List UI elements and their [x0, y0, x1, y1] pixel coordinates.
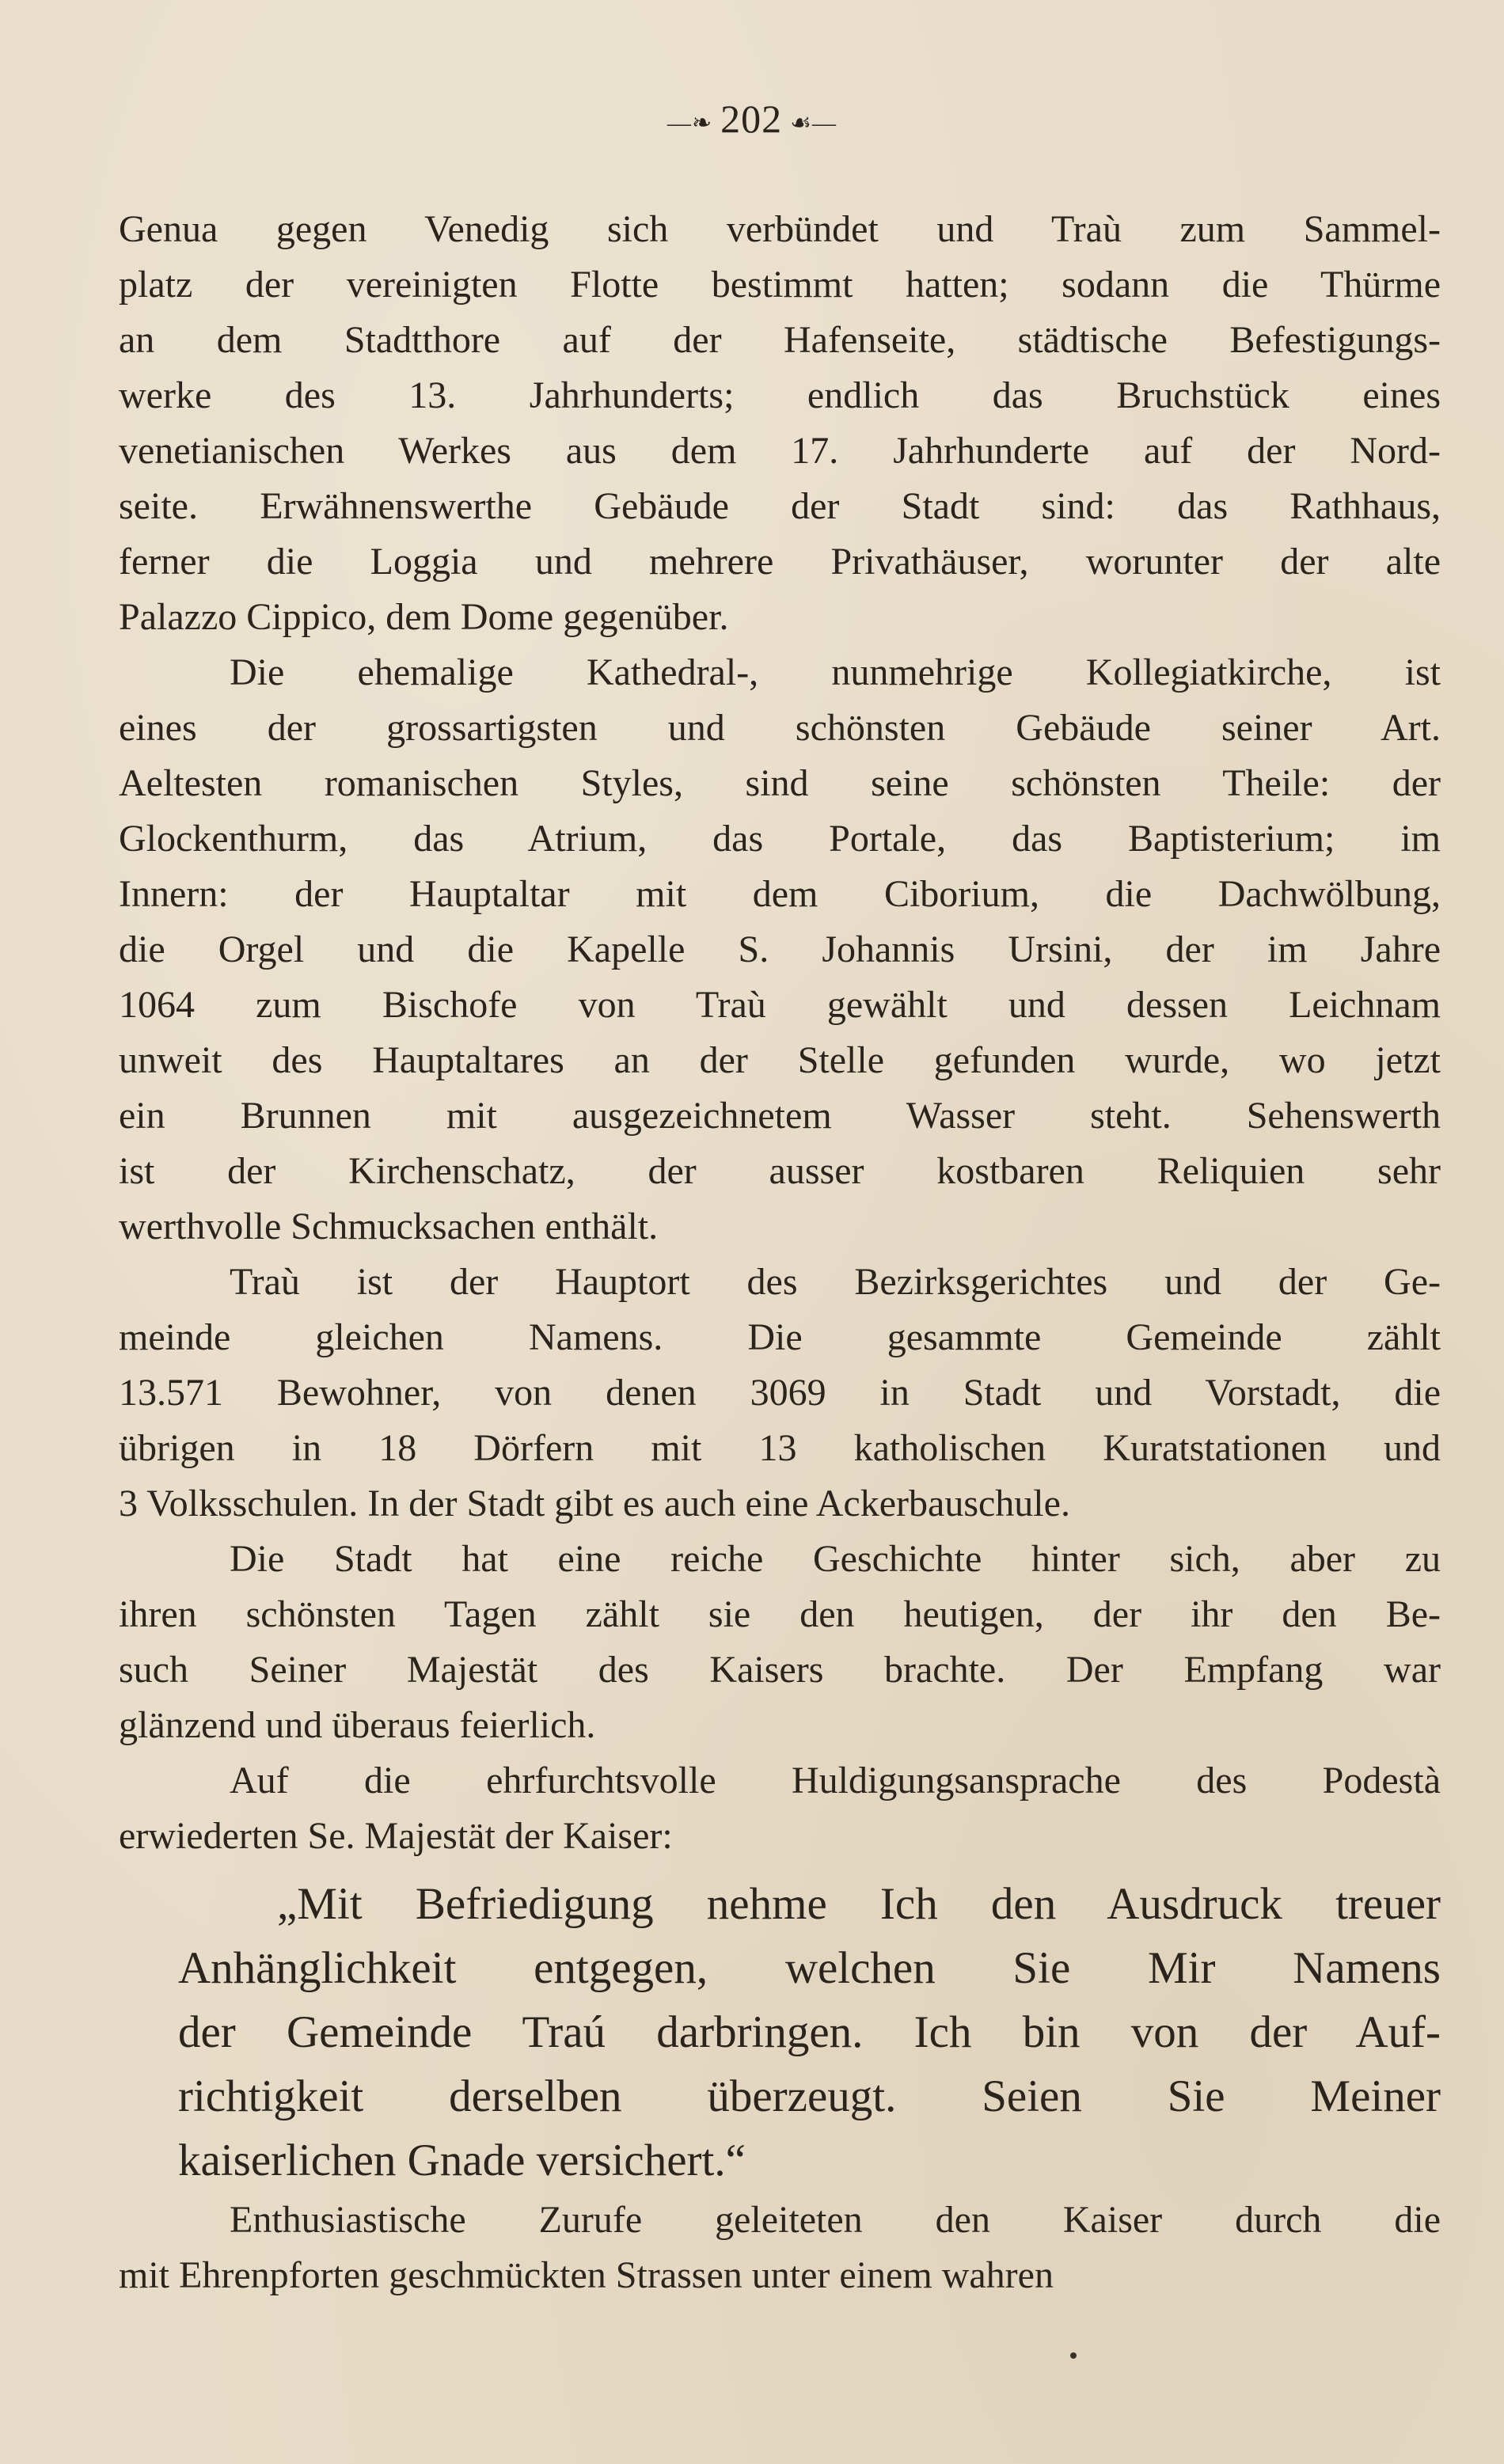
body-text-top: [119, 202, 1441, 1864]
text-line: die Orgel und die Kapelle S. Johannis Ursini, der im Jahre: [119, 928, 1441, 970]
text-line: Enthusiastische Zurufe geleiteten den Kaiser durch die: [230, 2199, 1441, 2241]
quoted-speech: [178, 1872, 1441, 2193]
text-line: Palazzo Cippico, dem Dome gegenüber.: [119, 596, 729, 638]
text-line: Die Stadt hat eine reiche Geschichte hinter sich, aber zu: [230, 1538, 1441, 1580]
text-line: 1064 zum Bischofe von Traù gewählt und dessen Leichnam: [119, 984, 1441, 1026]
text-line: erwiederten Se. Majestät der Kaiser:: [119, 1815, 673, 1857]
text-line: an dem Stadtthore auf der Hafenseite, städtische Befestigungs-: [119, 319, 1441, 361]
text-line: eines der grossartigsten und schönsten Gebäude seiner Art.: [119, 707, 1441, 749]
text-line: glänzend und überaus feierlich.: [119, 1704, 596, 1746]
ornament-left-icon: —❧: [667, 109, 713, 136]
page-header: [0, 95, 1504, 147]
text-line: mit Ehrenpforten geschmückten Strassen unter einem wahren: [119, 2254, 1054, 2296]
text-line: seite. Erwähnenswerthe Gebäude der Stadt sind: das Rathhaus,: [119, 485, 1441, 527]
paragraph: [119, 645, 1441, 1255]
text-line: ferner die Loggia und mehrere Privathäuser, worunter der alte: [119, 541, 1441, 583]
quote-line: „Mit Befriedigung nehme Ich den Ausdruck treuer: [277, 1879, 1441, 1929]
quote-line: Anhänglichkeit entgegen, welchen Sie Mir Namens: [178, 1943, 1441, 1993]
text-line: Genua gegen Venedig sich verbündet und Traù zum Sammel-: [119, 208, 1441, 250]
text-line: übrigen in 18 Dörfern mit 13 katholischen Kuratstationen und: [119, 1427, 1441, 1469]
text-line: werke des 13. Jahrhunderts; endlich das Bruchstück eines: [119, 374, 1441, 416]
text-line: Glockenthurm, das Atrium, das Portale, das Baptisterium; im: [119, 818, 1441, 860]
text-line: venetianischen Werkes aus dem 17. Jahrhunderte auf der Nord-: [119, 430, 1441, 472]
text-line: werthvolle Schmucksachen enthält.: [119, 1205, 659, 1247]
paragraph: [119, 1753, 1441, 1864]
ornament-right-icon: ☙—: [790, 109, 837, 136]
text-line: meinde gleichen Namens. Die gesammte Gemeinde zählt: [119, 1316, 1441, 1358]
quote-line: kaiserlichen Gnade versichert.“: [178, 2136, 746, 2185]
text-line: Traù ist der Hauptort des Bezirksgerichtes und der Ge-: [230, 1261, 1441, 1303]
paragraph: [119, 2193, 1441, 2303]
text-line: ihren schönsten Tagen zählt sie den heutigen, der ihr den Be-: [119, 1593, 1441, 1635]
text-line: ein Brunnen mit ausgezeichnetem Wasser steht. Sehenswerth: [119, 1095, 1441, 1137]
text-line: 13.571 Bewohner, von denen 3069 in Stadt und Vorstadt, die: [119, 1372, 1441, 1414]
paragraph: [119, 1255, 1441, 1532]
text-line: such Seiner Majestät des Kaisers brachte. Der Empfang war: [119, 1649, 1441, 1691]
paragraph: [119, 202, 1441, 645]
ink-speck: [1070, 2352, 1077, 2359]
quote-line: richtigkeit derselben überzeugt. Seien Sie Meiner: [178, 2071, 1441, 2121]
body-text-bottom: [119, 2193, 1441, 2303]
page-number: 202: [720, 97, 783, 141]
paragraph: [119, 1532, 1441, 1753]
text-line: ist der Kirchenschatz, der ausser kostbaren Reliquien sehr: [119, 1150, 1441, 1192]
quote-line: der Gemeinde Traú darbringen. Ich bin von der Auf-: [178, 2007, 1441, 2057]
text-line: Die ehemalige Kathedral-, nunmehrige Kollegiatkirche, ist: [230, 651, 1441, 693]
text-line: Auf die ehrfurchtsvolle Huldigungsansprache des Podestà: [230, 1760, 1441, 1801]
text-line: Innern: der Hauptaltar mit dem Ciborium, die Dachwölbung,: [119, 873, 1441, 915]
text-line: unweit des Hauptaltares an der Stelle gefunden wurde, wo jetzt: [119, 1039, 1441, 1081]
text-line: platz der vereinigten Flotte bestimmt hatten; sodann die Thürme: [119, 264, 1441, 306]
text-line: 3 Volksschulen. In der Stadt gibt es auch eine Ackerbauschule.: [119, 1483, 1070, 1524]
text-line: Aeltesten romanischen Styles, sind seine schönsten Theile: der: [119, 762, 1441, 804]
